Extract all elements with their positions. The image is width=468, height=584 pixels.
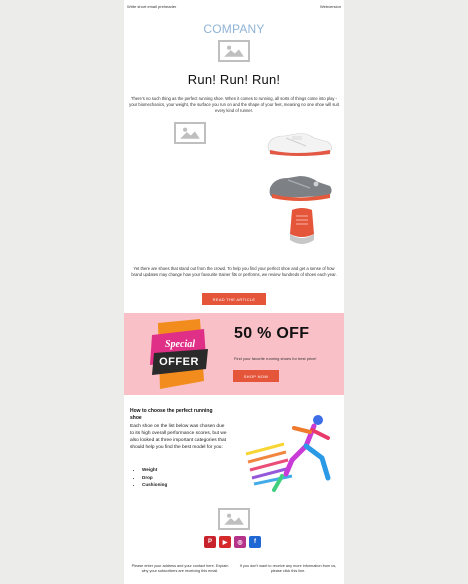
guide-bullet-list [138,466,167,489]
list-item: • Cushioning [142,481,167,489]
runner-artwork-icon [236,408,336,492]
instagram-icon[interactable]: ◎ [234,536,246,548]
shoe-image-gray [266,168,334,208]
facebook-icon[interactable]: f [249,536,261,548]
webversion-link[interactable]: Webversion [319,4,341,9]
preheader-text: Write short email preheader [127,4,177,9]
article-text: Yet there are shoes that stand out from the crowd. To help you find your perfect shoe and get a sense of how brand updates may change how your favourite trainer fits or performs, we review hundreds of shoes each year. [131,266,337,277]
hero-title: Run! Run! Run! [187,72,281,87]
guide-title: How to choose the perfect running shoe [130,408,213,421]
list-item: • Weight [142,466,167,474]
badge-special-text: Special [165,339,195,350]
social-links [204,536,261,548]
special-offer-badge-icon [148,319,210,389]
email-canvas [124,0,344,584]
youtube-icon[interactable]: ▶ [219,536,231,548]
shoe-image-side-white [266,124,334,164]
image-placeholder-icon [218,508,250,530]
hero-intro: There’s no such thing as the perfect running shoe. When it comes to running, all sorts of things come into play - your biomechanics, your weight, the surface you run on and the shape of your feet, meaning no one shoe will suit every kind of runner. [129,96,339,113]
list-item: • Drop [142,474,167,482]
company-logo-text: COMPANY [203,22,265,36]
promo-subtext: Find your favorite running shoes for best price! [234,356,317,361]
pinterest-icon[interactable]: P [204,536,216,548]
read-article-button[interactable]: READ THE ARTICLE [202,293,266,305]
guide-text: Each shoe on the list below was chosen due to its high overall performance scores, but we also looked at three important categories that should help you find the best model for you: [130,424,227,450]
image-placeholder-icon [218,40,250,62]
badge-offer-text: OFFER [159,356,199,368]
image-placeholder-icon [174,122,206,144]
promo-banner [124,313,344,395]
discount-headline: 50 % OFF [234,325,310,342]
shop-now-button[interactable]: SHOP NOW [233,370,279,382]
preheader-bar [124,4,344,12]
shoe-image-red-front [276,206,328,248]
unsubscribe-link[interactable]: If you don’t want to receive any more information from us, please click this line. [239,564,337,573]
footer-address-text: Please enter your address and your contact here. Explain why your subscribers are receiving this email. [131,564,229,573]
